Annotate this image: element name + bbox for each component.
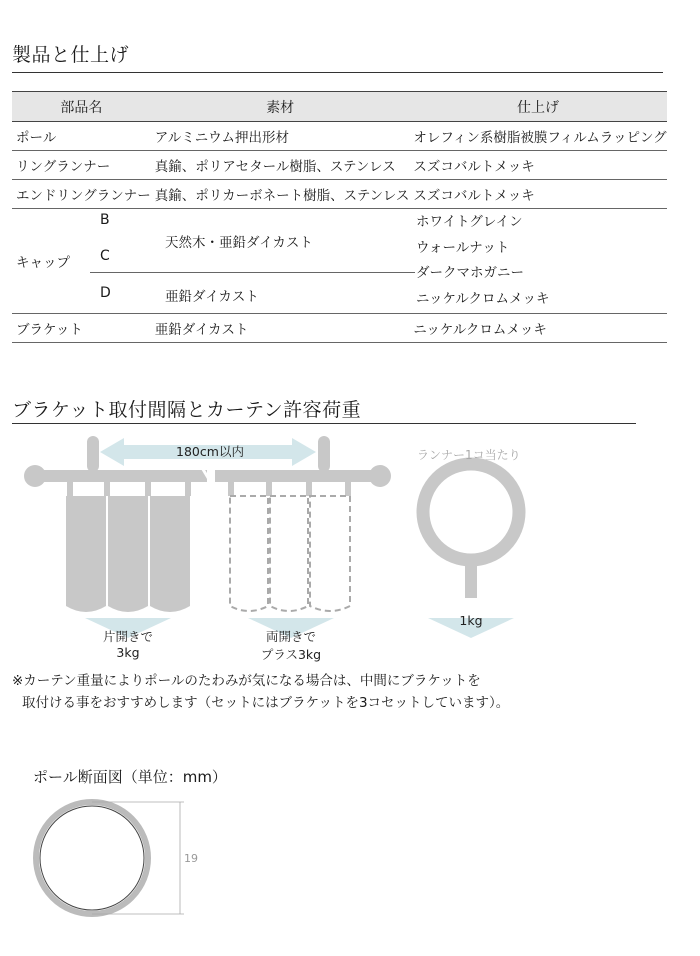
- cell-part-cap: キャップ: [12, 209, 151, 314]
- cap-finish: ダークマホガニー: [416, 265, 524, 281]
- table-row: [12, 180, 667, 209]
- cap-finish: ホワイトグレイン: [416, 214, 523, 230]
- cap-sub-b: B: [100, 212, 110, 228]
- header-finish: 仕上げ: [409, 92, 666, 122]
- cell-finish: ニッケルクロムメッキ: [409, 314, 666, 343]
- pole-inner-line: [40, 806, 144, 910]
- runner-ring: [423, 464, 519, 560]
- load-single-line2: 3kg: [116, 645, 140, 660]
- cell-part: ブラケット: [12, 314, 151, 343]
- title-underline: [12, 72, 663, 73]
- title-underline: [12, 423, 636, 424]
- cap-material-d: 亜鉛ダイカスト: [165, 289, 259, 305]
- header-part: 部品名: [12, 92, 151, 122]
- cell-material: 真鍮、ポリカーボネート樹脂、ステンレス: [151, 180, 410, 209]
- header-material: 素材: [151, 92, 410, 122]
- runners-left: [67, 482, 191, 496]
- cell-part: ポール: [12, 122, 151, 151]
- curtain-single: [66, 496, 190, 612]
- cap-sub-c: C: [100, 248, 110, 264]
- pole-left: [35, 470, 207, 482]
- note-line2: 取付ける事をおすすめします（セットにはブラケットを3コセットしています）。: [22, 695, 510, 711]
- cap-divider: [90, 272, 415, 273]
- bracket-left: [87, 436, 99, 472]
- pole-outer-ring: [36, 802, 148, 914]
- load-single-line1: 片開きで: [102, 629, 153, 644]
- runner-stem: [465, 558, 477, 598]
- runners-right: [228, 482, 351, 496]
- cell-part: リングランナー: [12, 151, 151, 180]
- pole-right: [215, 470, 380, 482]
- cap-finish: ウォールナット: [416, 239, 510, 256]
- diameter-label: 19: [184, 852, 198, 865]
- pole-cross-section: [30, 796, 210, 926]
- note-line1: ※カーテン重量によりポールのたわみが気になる場合は、中間にブラケットを: [12, 673, 481, 689]
- load-double-line2: プラス3kg: [260, 647, 322, 662]
- cell-finish: オレフィン系樹脂被膜フィルムラッピング: [409, 122, 666, 151]
- cell-part: エンドリングランナー: [12, 180, 151, 209]
- cell-finish: スズコバルトメッキ: [409, 180, 666, 209]
- span-label: 180cm以内: [176, 444, 244, 459]
- cap-finishes: [416, 210, 550, 312]
- table-row: [12, 314, 667, 343]
- cell-finish: スズコバルトメッキ: [409, 151, 666, 180]
- section-title-bracket: ブラケット取付間隔とカーテン許容荷重: [12, 399, 362, 421]
- table-row: [12, 151, 667, 180]
- bracket-right: [318, 436, 330, 472]
- table-row: [12, 122, 667, 151]
- products-table: [12, 91, 667, 343]
- cell-material: 亜鉛ダイカスト: [151, 314, 410, 343]
- pole-cap-right: [369, 465, 391, 487]
- cap-finish: ニッケルクロムメッキ: [416, 290, 550, 307]
- cell-material: アルミニウム押出形材: [151, 122, 410, 151]
- cap-material-bc: 天然木・亜鉛ダイカスト: [165, 235, 313, 251]
- runner-label: ランナー1コ当たり: [417, 448, 521, 462]
- section-title-cross-section: ポール断面図（単位：mm）: [33, 768, 227, 786]
- load-double-line1: 両開きで: [265, 629, 316, 644]
- curtain-double: [230, 496, 350, 611]
- section-title-products: 製品と仕上げ: [12, 44, 130, 66]
- cap-sub-d: D: [100, 285, 111, 301]
- cell-material: 真鍮、ポリアセタール樹脂、ステンレス: [151, 151, 410, 180]
- load-runner: 1kg: [459, 613, 483, 628]
- table-header-row: [12, 92, 667, 122]
